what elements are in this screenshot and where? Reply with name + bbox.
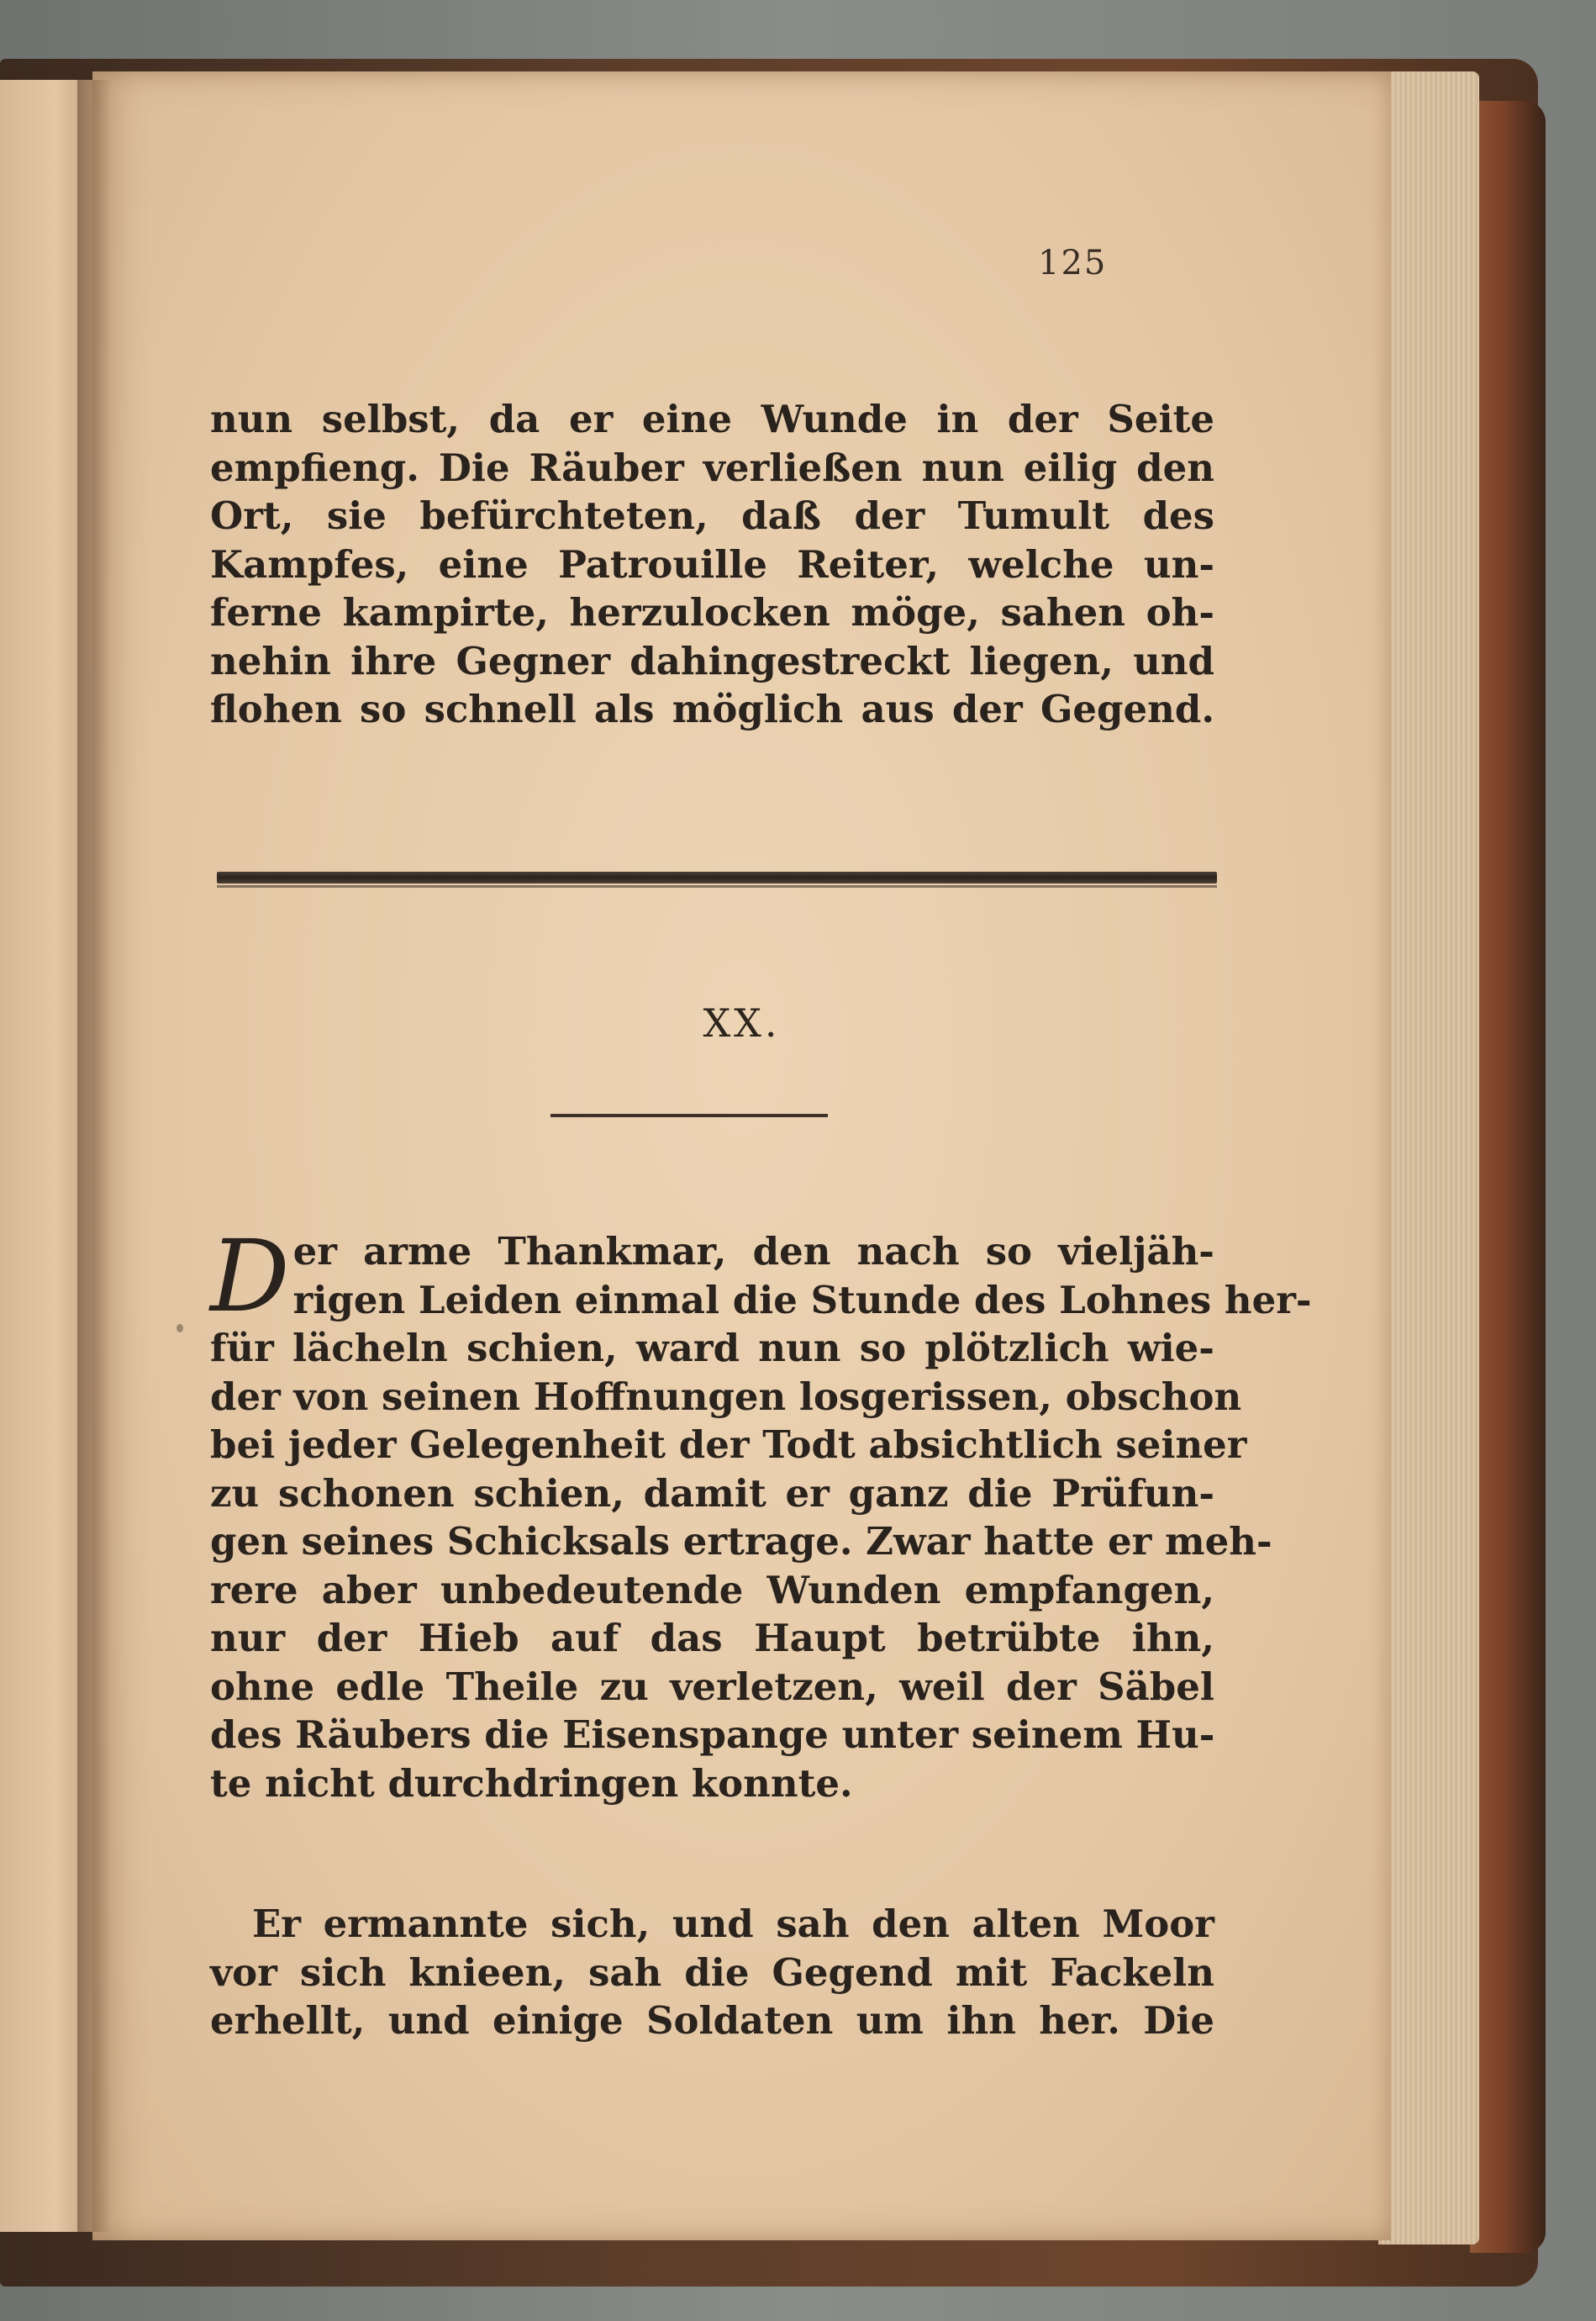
text-line: te nicht durchdringen konnte. [210,1760,853,1806]
section-divider-rule [217,872,1217,884]
text-line: für lächeln schien, ward nun so plötzlich wie- [210,1326,1214,1370]
text-line: er arme Thankmar, den nach so vieljäh- [292,1229,1214,1274]
text-line: rigen Leiden einmal die Stunde des Lohnes her- [292,1277,1312,1322]
text-line: vor sich knieen, sah die Gegend mit Fackeln [210,1949,1214,1995]
text-line: Er ermannte sich, und sah den alten Moor [252,1902,1214,1946]
heading-underline-rule [550,1114,828,1117]
text-line: bei jeder Gelegenheit der Todt absichtlich seiner [210,1422,1247,1467]
chapter-opening-paragraph [210,1218,1312,1807]
paragraph-lines [210,1218,1312,1807]
text-line: Kampfes, eine Patrouille Reiter, welche un- [210,541,1214,587]
text-line: erhellt, und einige Soldaten um ihn her. Die [210,1998,1214,2043]
text-line: rere aber unbedeutende Wunden empfangen, [210,1567,1214,1612]
text-line: zu schonen schien, damit er ganz die Prüfun- [210,1470,1214,1516]
cover-edge [1470,101,1546,2253]
book-page [92,71,1391,2240]
paragraph-lines [210,1900,1214,2045]
paragraph-lines [210,395,1214,734]
text-line: nur der Hieb auf das Haupt betrübte ihn, [210,1616,1214,1660]
text-line: der von seinen Hoffnungen losgerissen, obschon [210,1374,1242,1419]
text-line: nun selbst, da er eine Wunde in der Seite [210,397,1214,441]
paragraph-continued [210,395,1214,734]
text-line: empfieng. Die Räuber verließen nun eilig den [210,445,1214,490]
chapter-heading: XX. [703,1000,781,1046]
text-line: ferne kampirte, herzulocken möge, sahen oh- [210,590,1214,635]
page-gutter-shadow [77,80,111,2232]
text-line: gen seines Schicksals ertrage. Zwar hatte er meh- [210,1519,1272,1564]
drop-cap: D [210,1218,290,1334]
paper-speck [176,1324,183,1332]
page-number: 125 [1038,244,1108,282]
page-block-edges [1378,71,1479,2245]
text-line: flohen so schnell als möglich aus der Gegend. [210,687,1214,731]
text-line: Ort, sie befürchteten, daß der Tumult des [210,493,1214,538]
paragraph-next [210,1900,1214,2045]
text-line: nehin ihre Gegner dahingestreckt liegen, und [210,638,1214,683]
text-line: des Räubers die Eisenspange unter seinem Hu- [210,1712,1215,1757]
text-line: ohne edle Theile zu verletzen, weil der Säbel [210,1664,1214,1709]
